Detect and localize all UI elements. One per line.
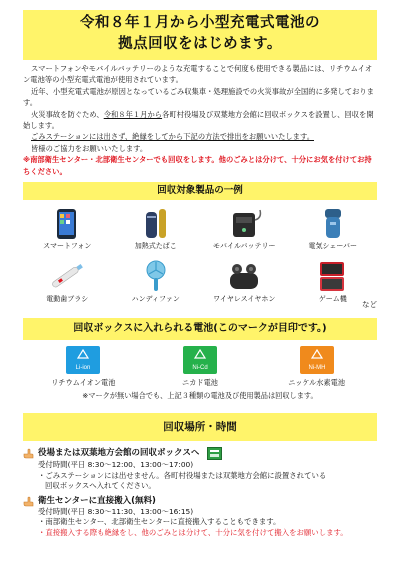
place-2-note-1: ・南部衛生センター、北部衛生センターに直接搬入することもできます。 [38, 517, 281, 527]
place-1-title: 役場または双葉地方会館の回収ボックスへ [23, 447, 377, 460]
handy-fan-icon [134, 259, 178, 293]
pointing-hand-icon [23, 448, 34, 459]
product-handy-fan [112, 257, 201, 310]
wireless-earbuds-icon [222, 259, 266, 293]
product-label: ワイヤレスイヤホン [213, 295, 276, 304]
batteries-heading: 回収ボックスに入れられる電池(このマークが目印です。) [23, 318, 377, 340]
place-1-note-2: 回収ボックスへ入れてください。 [45, 481, 156, 491]
intro-paragraph-3: 火災事故を防ぐため、令和８年１月から各町村役場及び双葉地方会館に回収ボックスを設置し、回収を開始します。 [23, 109, 374, 131]
place-2-title: 衛生センターに直接搬入(無料) [23, 496, 377, 507]
start-date: 令和８年１月から [103, 109, 163, 119]
product-label: 加熱式たばこ [134, 242, 177, 251]
battery-note: ※マークが無い場合でも、上記３種類の電池及び使用製品は回収します。 [82, 391, 318, 401]
places-heading: 回収場所・時間 [23, 413, 377, 441]
intro-paragraph-5: 皆様のご協力をお願いいたします。 [31, 143, 148, 153]
product-wireless-earbuds [200, 257, 289, 310]
product-label: ハンディファン [131, 295, 180, 304]
ni-mh-code: Ni-MH [308, 365, 326, 372]
place-2-hours: 受付時間(平日 8:30～11:30、13:00～16:15) [38, 506, 194, 516]
intro-paragraph-1: スマートフォンやモバイルバッテリーのような充電することで何度も使用できる製品には、リチウムイオン電池等の小型充電式電池が使用されています。 [23, 64, 373, 85]
battery-marks [23, 345, 377, 388]
collection-box-icon [207, 447, 222, 460]
pointing-hand-icon [23, 496, 34, 507]
mobile-battery-icon [222, 206, 266, 240]
electric-toothbrush-icon [45, 259, 89, 293]
ni-cd-recycle-mark-icon [182, 345, 218, 375]
ni-mh-recycle-mark-icon [299, 345, 335, 375]
product-game-console [289, 257, 378, 310]
product-heated-tobacco [112, 204, 201, 257]
product-label: モバイルバッテリー [212, 242, 276, 251]
product-label: 電気シェーバー [308, 242, 357, 251]
li-ion-code: Li-ion [75, 365, 91, 372]
etc-label: など [362, 300, 377, 310]
products-heading: 回収対象製品の一例 [23, 182, 377, 200]
place-box [23, 447, 377, 538]
title-line-1: 令和８年１月から小型充電式電池の [80, 15, 320, 31]
products-grid [23, 204, 377, 310]
product-smartphone [23, 204, 112, 257]
place-1-hours: 受付時間(平日 8:30～12:00、13:00～17:00) [38, 460, 194, 470]
intro-paragraph-4: ごみステーションには出さず、絶縁をしてから下記の方法で排出をお願いいたします。 [31, 132, 314, 142]
mark-label: ニッケル水素電池 [288, 378, 346, 388]
intro-paragraph-2: 近年、小型充電式電池が原因となっているごみ収集車・処理施設での火災事故が全国的に多発しております。 [23, 86, 374, 108]
product-electric-toothbrush [23, 257, 112, 310]
game-console-icon [311, 259, 355, 293]
title-line-2: 拠点回収をはじめます。 [118, 36, 282, 52]
product-label: 電動歯ブラシ [46, 295, 89, 304]
mark-ni-mh [267, 345, 367, 388]
place-1-note-1: ・ごみステーションには出せません。各町村役場または双葉地方会館に設置されている [38, 470, 327, 480]
mark-label: ニカド電池 [182, 378, 218, 388]
smartphone-icon [45, 206, 89, 240]
product-label: ゲーム機 [318, 295, 347, 304]
intro-warning: ※南部衛生センター・北部衛生センターでも回収をします。他のごみとは分けて、十分にお気を付けてお持ちください。 [23, 155, 372, 176]
title-banner [23, 10, 377, 60]
li-ion-recycle-mark-icon [65, 345, 101, 375]
product-mobile-battery [200, 204, 289, 257]
ni-cd-code: Ni-Cd [192, 365, 208, 372]
heated-tobacco-icon [134, 206, 178, 240]
intro-text [23, 63, 377, 177]
product-electric-shaver [289, 204, 378, 257]
mark-ni-cd [150, 345, 250, 388]
electric-shaver-icon [311, 206, 355, 240]
product-label: スマートフォン [43, 242, 92, 251]
mark-label: リチウムイオン電池 [51, 378, 116, 388]
place-2-note-2: ・直接搬入する際も絶縁をし、他のごみとは分けて、十分に気を付けて搬入をお願いします。 [38, 527, 348, 537]
flyer [23, 10, 377, 538]
mark-li-ion [33, 345, 133, 388]
